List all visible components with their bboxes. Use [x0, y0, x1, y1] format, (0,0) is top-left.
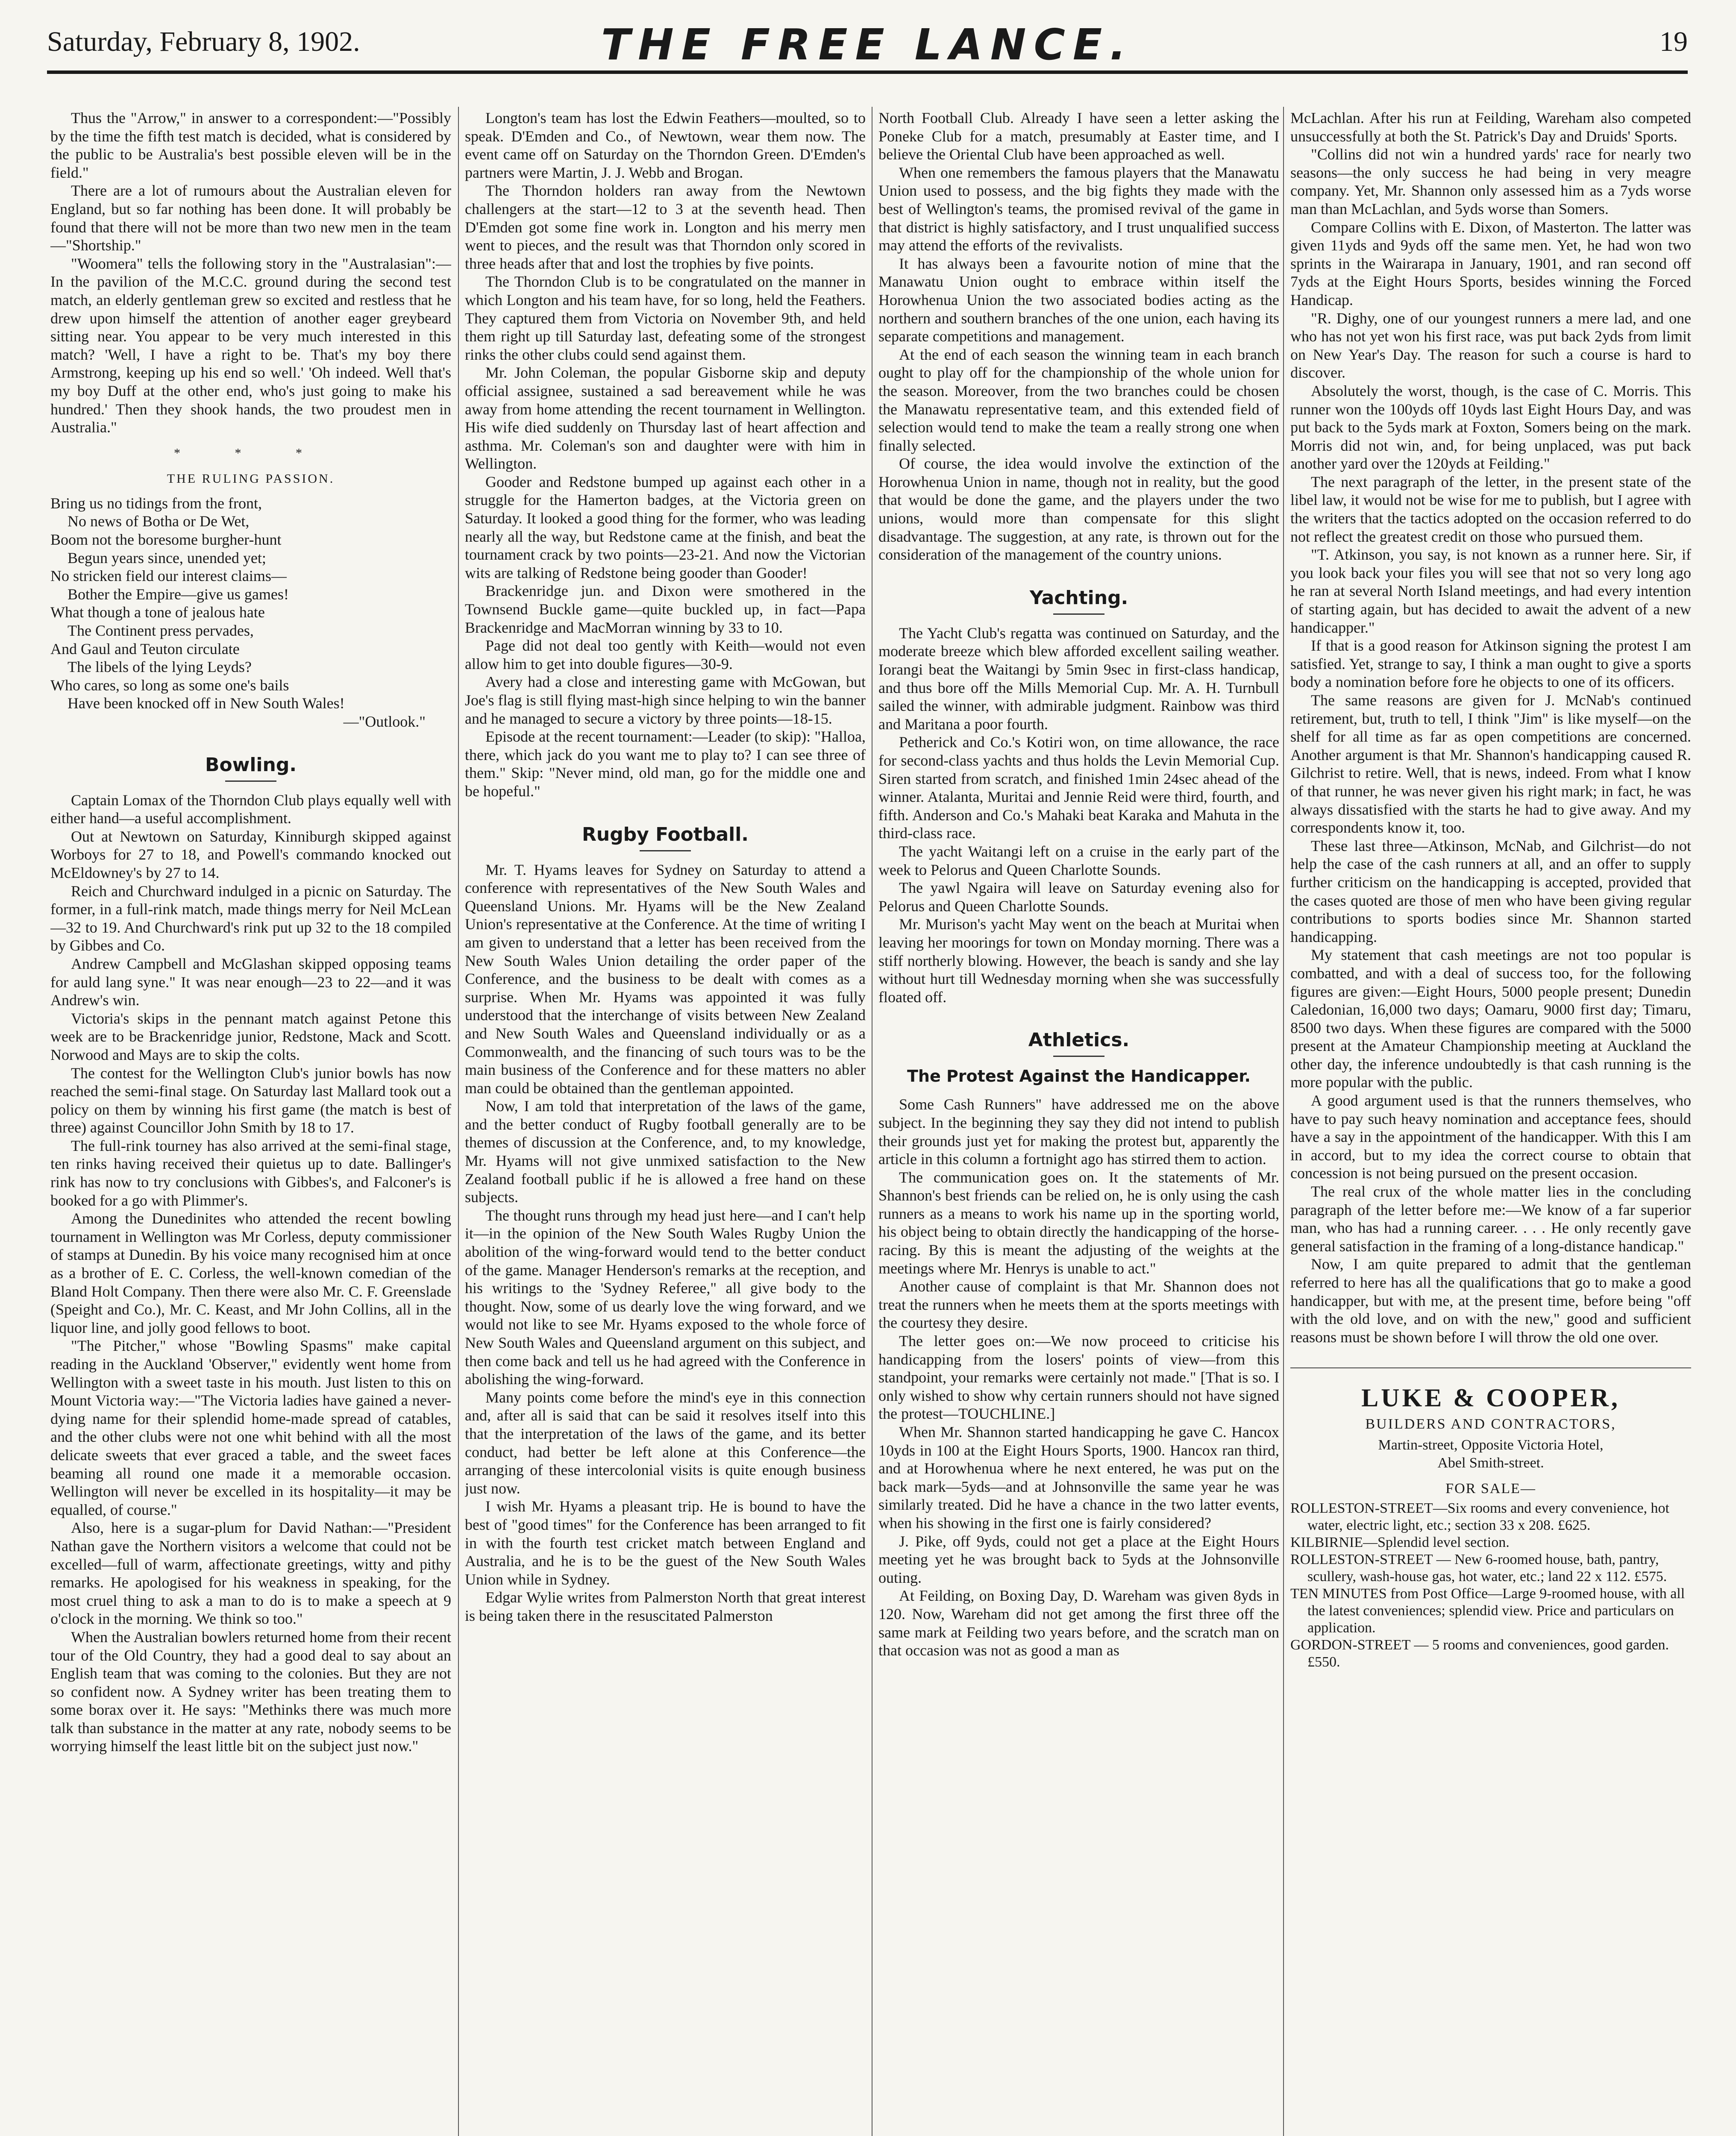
article-subheading: The Protest Against the Handicapper.	[907, 1067, 1251, 1086]
section-heading-yachting: Yachting.	[1029, 587, 1128, 609]
paragraph: The letter goes on:—We now proceed to criticise his handicapping from the losers' points of view—from this standpoint, your remarks were certainly not made." [That is so. I only wished to show why certain runners should not have signed the protest—TOUCHLINE.]	[878, 1332, 1279, 1423]
paragraph: The contest for the Wellington Club's junior bowls has now reached the semi-final stage. On Saturday last Mallard took out a policy on them by winning his first game (the match is best of three) against Councillor John Smith by 18 to 17.	[50, 1064, 451, 1136]
advertiser-trade: BUILDERS AND CONTRACTORS,	[1365, 1416, 1616, 1432]
paragraph: Gooder and Redstone bumped up against each other in a struggle for the Hamerton badges, at the Victoria green on Saturday. It looked a good thing for the former, who was leading nearly all the way, but Redstone came at the finish, and beat the tournament crack by two points—23-21. And now the Victorian wits are talking of Redstone being gooder than Gooder!	[465, 473, 866, 581]
poem-line: The libels of the lying Leyds?	[68, 658, 252, 676]
listing-item: TEN MINUTES from Post Office—Large 9-roomed house, with all the latest conveniences; splendid view. Price and particulars on application.	[1290, 1585, 1685, 1636]
page-number: 19	[1660, 26, 1688, 57]
paragraph: Mr. T. Hyams leaves for Sydney on Saturday to attend a conference with representatives of the New South Wales and Queensland Unions. Mr. Hyams will be the New Zealand Union's representative at the Conference. At the time of writing I am given to understand that a letter has been received from the New South Wales Union detailing the order paper of the Conference, and the business to be dealt with comes as a surprise. When Mr. Hyams was appointed it was fully understood that the interchange of visits between New Zealand and New South Wales and Queensland individually or as a Commonwealth, and the financing of such tours was to be the main business of the Conference and for these matters no abler man could be obtained than the gentleman appointed.	[465, 861, 866, 1097]
paragraph: Episode at the recent tournament:—Leader (to skip): "Halloa, there, which jack do you want me to play to? I can see three of them." Skip: "Never mind, old man, go for the middle one and be hopeful."	[465, 728, 866, 800]
paragraph: Compare Collins with E. Dixon, of Masterton. The latter was given 11yds and 9yds off the same men. Yet, he had won two sprints in the Wairarapa in January, 1901, and ran second off 7yds at the Eight Hours Sports, besides winning the Forced Handicap.	[1290, 218, 1691, 308]
paragraph: Victoria's skips in the pennant match against Petone this week are to be Brackenridge junior, Redstone, Mack and Scott. Norwood and Mays are to skip the colts.	[50, 1009, 451, 1063]
column-divider	[458, 107, 459, 2136]
paragraph: The same reasons are given for J. McNab's continued retirement, but, truth to tell, I think "Jim" is like myself—on the shelf for all time as far as open competitions are concerned. Another argument is that Mr. Shannon's handicapping caused R. Gilchrist to retire. Well, that is news, indeed. From what I know of that runner, he was never given his right mark; in fact, he was always dissatisfied with the starts he had to give away. And my correspondents know it, too.	[1290, 692, 1691, 836]
poem-line: The Continent press pervades,	[68, 622, 254, 640]
paragraph: Brackenridge jun. and Dixon were smothered in the Townsend Buckle game—quite buckled up, in fact—Papa Brackenridge and MacMorran winning by 33 to 10.	[465, 582, 866, 636]
masthead	[47, 17, 1688, 68]
paragraph: Also, here is a sugar-plum for David Nathan:—"President Nathan gave the Northern visitors a welcome that could not be excelled—full of warm, affectionate greetings, witty and pithy remarks. He apologised for his weakness in speaking, for the most cruel thing to ask a man to do is to make a speech at 9 o'clock in the morning. We think so too."	[50, 1519, 451, 1628]
poem-line: And Gaul and Teuton circulate	[50, 640, 240, 657]
paragraph: There are a lot of rumours about the Australian eleven for England, but so far nothing has been done. It will probably be found that there will not be more than two new men in the team—"Shortship."	[50, 182, 451, 254]
paragraph: The Yacht Club's regatta was continued on Saturday, and the moderate breeze which blew afforded excellent sailing weather. Iorangi beat the Waitangi by 5min 9sec in first-class handicap, and thus bore off the Mills Memorial Cup. Mr. A. H. Turnbull sailed the winner, with admirable judgment. Rainbow was third and Maritana a poor fourth.	[878, 624, 1279, 733]
paragraph: When one remembers the famous players that the Manawatu Union used to possess, and the big fights they made with the best of Wellington's teams, the promised revival of the game in that district is highly satisfactory, and I trust unqualified success may attend the efforts of the revivalists.	[878, 164, 1279, 254]
section-rule	[640, 850, 691, 851]
poem-title: THE RULING PASSION.	[167, 472, 335, 486]
poem-line: Who cares, so long as some one's bails	[50, 676, 289, 694]
paragraph: The communication goes on. It the statements of Mr. Shannon's best friends can be relied on, he is only using the cash runners as a means to work his name up in the sporting world, his object being to obtain directly the handicapping of the horse-racing. By this is meant the adjusting of the weights at the meetings where Mr. Henrys is unable to act."	[878, 1168, 1279, 1277]
paragraph: Longton's team has lost the Edwin Feathers—moulted, so to speak. D'Emden and Co., of Newtown, wear them now. The event came off on Saturday on the Thorndon Green. D'Emden's partners were Martin, J. J. Webb and Brogan.	[465, 109, 866, 181]
newspaper-title: THE FREE LANCE.	[601, 20, 1134, 70]
paragraph: "The Pitcher," whose "Bowling Spasms" make capital reading in the Auckland 'Observer," evidently went home from Wellington with a sweet taste in his mouth. Just listen to this on Mount Victoria way:—"The Victoria ladies have gained a never-dying name for their splendid home-made spread of catables, and the other clubs were not one whit behind with all the most delicate sweets that ever graced a table, and the sweet faces beaming all round one made it a memorable occasion. Wellington will never be excelled in its hospitality—it may be equalled, of course."	[50, 1337, 451, 1518]
paragraph: The thought runs through my head just here—and I can't help it—in the opinion of the New South Wales Rugby Union the abolition of the wing-forward would tend to the better conduct of the game. Manager Henderson's remarks at the reception, and his writings to the 'Sydney Referee," all give body to the thought. Now, some of us dearly love the wing forward, and we would not like to see Mr. Hyams exposed to the whole force of New South Wales and Queensland argument on this subject, and then come back and tell us he had agreed with the Conference in abolishing the wing-forward.	[465, 1206, 866, 1388]
section-heading-athletics: Athletics.	[1028, 1029, 1130, 1051]
poem-line: Bring us no tidings from the front,	[50, 494, 262, 512]
column-3	[878, 109, 1279, 2136]
advertiser-address: Abel Smith-street.	[1437, 1455, 1544, 1471]
paragraph: McLachlan. After his run at Feilding, Wareham also competed unsuccessfully at both the St. Patrick's Day and Druids' Sports.	[1290, 109, 1691, 145]
paragraph: Many points come before the mind's eye in this connection and, after all is said that can be said it resolves itself into this that the interpretation of the laws of the game, and its better conduct, had better be left alone at this Conference—the arranging of these intercolonial visits is quite enough business just now.	[465, 1388, 866, 1497]
paragraph: Now, I am quite prepared to admit that the gentleman referred to here has all the qualifications that go to make a good handicapper, but with me, at the present time, before being "off with the old love, and on with the new," good and sufficient reasons must be shown before I will throw the old one over.	[1290, 1256, 1691, 1346]
listing-item: ROLLESTON-STREET — New 6-roomed house, bath, pantry, scullery, wash-house gas, hot water, etc.; land 22 x 112. £575.	[1290, 1551, 1667, 1584]
paragraph: Edgar Wylie writes from Palmerston North that great interest is being taken there in the resuscitated Palmerston	[465, 1589, 866, 1624]
paragraph: These last three—Atkinson, McNab, and Gilchrist—do not help the case of the cash runners at all, and an offer to supply further criticism on the handicapping is accepted, provided that the cases quoted are those of men who have been giving regular contributions to sports bodies since Mr. Shannon started handicapping.	[1290, 837, 1691, 945]
section-rule	[1053, 613, 1104, 615]
paragraph: Mr. John Coleman, the popular Gisborne skip and deputy official assignee, sustained a sad bereavement while he was away from home attending the recent tournament in Wellington. His wife died suddenly on Thursday last of heart affection and asthma. Mr. Coleman's son and daughter were with him in Wellington.	[465, 364, 866, 472]
paragraph: "T. Atkinson, you say, is not known as a runner here. Sir, if you look back your files you will see that not so very long ago he ran at several North Island meetings, and had every intention of starting again, but has decided to await the advent of a new handicapper."	[1290, 546, 1691, 636]
masthead-rule	[47, 70, 1688, 74]
poem-line: Have been knocked off in New South Wales!	[68, 695, 345, 712]
paragraph: Avery had a close and interesting game with McGowan, but Joe's flag is still flying mast-high since helping to win the banner and he managed to secure a victory by three points—18-15.	[465, 673, 866, 727]
section-ornament: * * *	[174, 446, 328, 460]
paragraph: "Woomera" tells the following story in the "Australasian":—In the pavilion of the M.C.C. ground during the second test match, an elderly gentleman grew so excited and restless that he drew upon himself the attention of another eager greybeard sitting near. You appear to be very much interested in this match? 'Well, I have a right to be. That's my boy there Armstrong, keeping up his end so well.' 'Oh indeed. Well that's my boy Duff at the other end, who's just going to make his hundred.' Then they shook hands, the two proudest men in Australia."	[50, 255, 451, 436]
paragraph: The Thorndon holders ran away from the Newtown challengers at the start—12 to 3 at the seventh head. Then D'Emden got some fine work in. Longton and his merry men went to pieces, and the result was that Thorndon only scored in three heads after that and lost the trophies by five points.	[465, 182, 866, 272]
advertiser-address: Martin-street, Opposite Victoria Hotel,	[1378, 1437, 1604, 1453]
paragraph: At Feilding, on Boxing Day, D. Wareham was given 8yds in 120. Now, Wareham did not get among the first three off the same mark at Feilding two years before, and the scratch man on that occasion was not as good a man as	[878, 1587, 1279, 1659]
section-rule	[225, 780, 276, 782]
column-1	[50, 109, 451, 2136]
paragraph: The next paragraph of the letter, in the present state of the libel law, it would not be wise for me to publish, but I agree with the writers that the tactics adopted on the occasion referred to do not reflect the greatest credit on those who pursued them.	[1290, 473, 1691, 545]
for-sale-heading: FOR SALE—	[1445, 1480, 1536, 1496]
section-rule	[1053, 1056, 1104, 1057]
paragraph: The real crux of the whole matter lies in the concluding paragraph of the letter before me:—We know of a far superior man, who has had a running career. . . . He only recently gave general satisfaction in the framing of a long-distance handicap."	[1290, 1183, 1691, 1255]
paragraph: Page did not deal too gently with Keith—would not even allow him to get into double figures—30-9.	[465, 637, 866, 672]
paragraph: Among the Dunedinites who attended the recent bowling tournament in Wellington was Mr Corless, deputy commissioner of stamps at Dunedin. By his voice many recognised him at once as a brother of E. C. Corless, the well-known comedian of the Bland Holt Company. Then there were also Mr. C. F. Greenslade (Speight and Co.), Mr. C. Keast, and Mr John Collins, all in the liquor line, and jolly good fellows to boot.	[50, 1210, 451, 1336]
poem-line: Begun years since, unended yet;	[68, 549, 266, 566]
paragraph: J. Pike, off 9yds, could not get a place at the Eight Hours meeting yet he was brought back to 5yds at the Johnsonville outing.	[878, 1532, 1279, 1586]
poem-line: What though a tone of jealous hate	[50, 604, 265, 621]
paragraph: The yawl Ngaira will leave on Saturday evening also for Pelorus and Queen Charlotte Sounds.	[878, 879, 1279, 915]
advertisement	[1290, 1367, 1691, 1670]
poem	[50, 494, 451, 731]
column-4	[1290, 109, 1691, 2136]
paragraph: Petherick and Co.'s Kotiri won, on time allowance, the race for second-class yachts and thus holds the Levin Memorial Cup. Siren started from scratch, and finished 1min 24sec ahead of the winner. Atalanta, Muritai and Jennie Reid were third, fourth, and fifth. Anderson and Co.'s Mahaki beat Karaka and Mahuta in the third-class race.	[878, 734, 1279, 842]
paragraph: It has always been a favourite notion of mine that the Manawatu Union ought to embrace within itself the Horowhenua Union the two associated bodies acting as the northern and southern branches of the one union, each having its separate competitions and management.	[878, 255, 1279, 345]
paragraph: When the Australian bowlers returned home from their recent tour of the Old Country, they had a good deal to say about an English team that was coming to the colonies. But they are not so confident now. A Sydney writer has been treating them to some borax over it. He says: "Methinks there was much more talk than substance in the matter at any rate, nobody seems to be worrying himself the least little bit on the subject just now."	[50, 1628, 451, 1755]
paragraph: Reich and Churchward indulged in a picnic on Saturday. The former, in a full-rink match, made things merry for Neil McLean—32 to 19. And Churchward's rink put up 32 to the 18 compiled by Gibbes and Co.	[50, 882, 451, 954]
paragraph: Of course, the idea would involve the extinction of the Horowhenua Union in name, though not in reality, but the good that would be done the game, and the players under the two unions, would more than compensate for this slight disadvantage. The suggestion, at any rate, is thrown out for the consideration of the management of the country unions.	[878, 455, 1279, 563]
issue-date: Saturday, February 8, 1902.	[47, 26, 360, 57]
paragraph: North Football Club. Already I have seen a letter asking the Poneke Club for a match, presumably at Easter time, and I believe the Oriental Club have been approached as well.	[878, 109, 1279, 163]
paragraph: The full-rink tourney has also arrived at the semi-final stage, ten rinks having received their quietus up to date. Ballinger's rink has now to try conclusions with Gibbes's, and Falconer's is booked for a go with Plimmer's.	[50, 1137, 451, 1209]
paragraph: "R. Dighy, one of our youngest runners a mere lad, and one who has not yet won his first race, was put back 2yds from limit on New Year's Day. The reason for such a course is hard to discover.	[1290, 309, 1691, 381]
paragraph: Captain Lomax of the Thorndon Club plays equally well with either hand—a useful accomplishment.	[50, 791, 451, 827]
section-heading-rugby: Rugby Football.	[582, 823, 749, 845]
paragraph: Thus the "Arrow," in answer to a correspondent:—"Possibly by the time the fifth test match is decided, what is considered by the public to be Australia's best possible eleven will be in the field."	[50, 109, 451, 181]
advertiser-name: LUKE & COOPER,	[1361, 1384, 1620, 1412]
paragraph: Out at Newtown on Saturday, Kinniburgh skipped against Worboys for 27 to 18, and Powell's commando knocked out McEldowney's by 27 to 14.	[50, 827, 451, 881]
paragraph: Mr. Murison's yacht May went on the beach at Muritai when leaving her moorings for town on Monday morning. There was a stiff northerly blowing. However, the beach is sandy and she lay without hurt till Wednesday morning when she was successfully floated off.	[878, 915, 1279, 1006]
section-heading-bowling: Bowling.	[205, 754, 297, 776]
poem-line: No stricken field our interest claims—	[50, 567, 287, 585]
paragraph: My statement that cash meetings are not too popular is combatted, and with a deal of success too, for the following figures are given:—Eight Hours, 5000 people present; Dunedin Caledonian, 16,000 two days; Oamaru, 9000 first day; Timaru, 8500 two days. When these figures are compared with the 5000 present at the Amateur Championship meeting at Auckland the other day, the inference undoubtedly is that cash running is the more popular with the public.	[1290, 946, 1691, 1091]
paragraph: Absolutely the worst, though, is the case of C. Morris. This runner won the 100yds off 10yds last Eight Hours Day, and was put back to the 5yds mark at Foxton, Somers being on the mark. Morris did not win, and, for being unplaced, was put back another yard over the 120yds at Feilding."	[1290, 382, 1691, 472]
poem-line: Bother the Empire—give us games!	[68, 585, 289, 603]
paragraph: A good argument used is that the runners themselves, who have to pay such heavy nomination and acceptance fees, should have a say in the appointment of the handicapper. With this I am in accord, but to my idea the correct course to obtain that concession is not being pursued on the present occasion.	[1290, 1092, 1691, 1182]
paragraph: Andrew Campbell and McGlashan skipped opposing teams for auld lang syne." It was near enough—23 to 22—and it was Andrew's win.	[50, 955, 451, 1009]
paragraph: I wish Mr. Hyams a pleasant trip. He is bound to have the best of "good times" for the Conference has been arranged to fit in with the fourth test cricket match between England and Australia, and he is to be the guest of the New South Wales Union while in Sydney.	[465, 1498, 866, 1588]
paragraph: Some Cash Runners" have addressed me on the above subject. In the beginning they say they did not intend to publish their grounds just yet for making the protest but, apparently the article in this column a fortnight ago has stirred them to action.	[878, 1096, 1279, 1168]
paragraph: At the end of each season the winning team in each branch ought to play off for the championship of the whole union for the season. Moreover, from the two branches could be chosen the Manawatu representative team, and this extended field of selection would tend to make the team a really strong one when finally selected.	[878, 346, 1279, 454]
listing-item: GORDON-STREET — 5 rooms and conveniences, good garden. £550.	[1290, 1637, 1669, 1670]
paragraph: The Thorndon Club is to be congratulated on the manner in which Longton and his team have, for so long, held the Feathers. They captured them from Victoria on November 9th, and held them right up till Saturday last, defeating some of the strongest rinks the other clubs could send against them.	[465, 273, 866, 363]
paragraph: When Mr. Shannon started handicapping he gave C. Hancox 10yds in 100 at the Eight Hours Sports, 1900. Hancox ran third, and at Horowhenua where he next entered, he was put on the back mark—5yds—and at Johnsonville the same year he was similarly treated. Did he have a chance in the two latter events, when his showing in the first one is fairly considered?	[878, 1423, 1279, 1532]
paragraph: If that is a good reason for Atkinson signing the protest I am satisfied. Yet, strange to say, I think a man ought to give a sports body a nomination before fore he objects to one of its officers.	[1290, 637, 1691, 691]
paragraph: The yacht Waitangi left on a cruise in the early part of the week to Pelorus and Queen Charlotte Sounds.	[878, 842, 1279, 878]
listing-item: KILBIRNIE—Splendid level section.	[1290, 1534, 1510, 1550]
listing-item: ROLLESTON-STREET—Six rooms and every convenience, hot water, electric light, etc.; section 33 x 208. £625.	[1290, 1500, 1669, 1533]
paragraph: Now, I am told that interpretation of the laws of the game, and the better conduct of Rugby football generally are to be themes of discussion at the Conference, and, to my knowledge, Mr. Hyams will not give unmixed satisfaction to the New Zealand football public if he is allowed a free hand on these subjects.	[465, 1097, 866, 1206]
poem-line: Boom not the boresome burgher-hunt	[50, 531, 282, 549]
paragraph: "Collins did not win a hundred yards' race for nearly two seasons—the only success he had being in very meagre company. Yet, Mr. Shannon only assessed him as a 7yds worse man than McLachlan, and 5yds worse than Somers.	[1290, 146, 1691, 217]
poem-line: No news of Botha or De Wet,	[68, 513, 250, 530]
paragraph: Another cause of complaint is that Mr. Shannon does not treat the runners when he meets them at the sports meetings with the courtesy they desire.	[878, 1278, 1279, 1332]
poem-attribution: —"Outlook."	[343, 713, 426, 730]
column-divider	[1283, 107, 1284, 2136]
column-2	[465, 109, 866, 2136]
